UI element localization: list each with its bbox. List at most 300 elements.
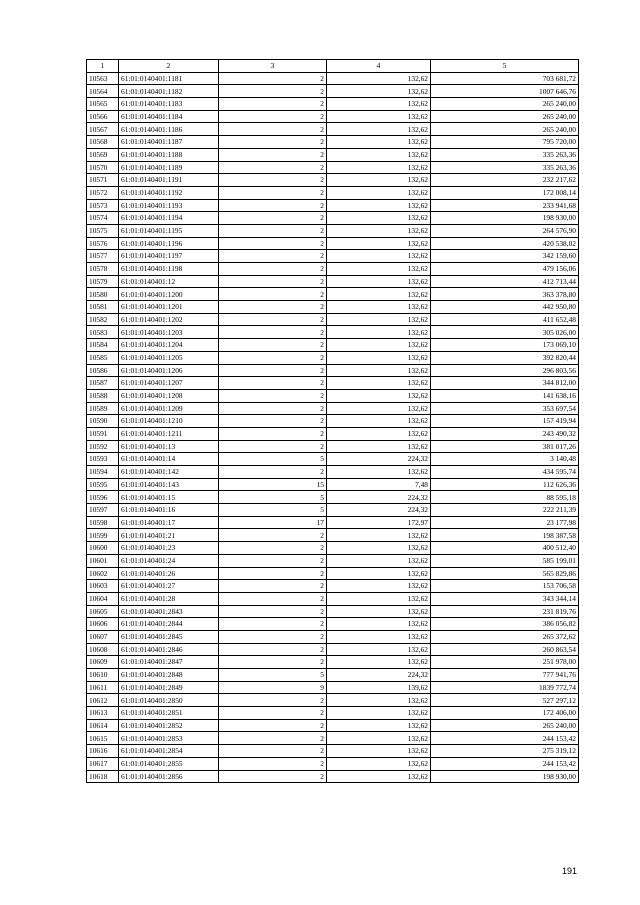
table-cell-col3: 2: [219, 288, 327, 301]
table-cell-col1: 10588: [87, 389, 119, 402]
table-cell-col1: 10613: [87, 707, 119, 720]
table-cell-col2: 61:01:0140401:1203: [119, 326, 219, 339]
table-cell-col1: 10564: [87, 85, 119, 98]
table-cell-col2: 61:01:0140401:1198: [119, 263, 219, 276]
table-cell-col5: 88 595,18: [431, 491, 579, 504]
table-row: [87, 326, 579, 339]
table-cell-col4: 132,62: [327, 770, 431, 783]
table-cell-col5: 344 812,00: [431, 377, 579, 390]
table-cell-col1: 10593: [87, 453, 119, 466]
table-cell-col5: 173 069,10: [431, 339, 579, 352]
table-cell-col4: 132,62: [327, 415, 431, 428]
column-header-1: 1: [87, 60, 119, 73]
table-row: [87, 351, 579, 364]
table-cell-col4: 132,62: [327, 224, 431, 237]
table-cell-col1: 10568: [87, 136, 119, 149]
table-cell-col1: 10611: [87, 681, 119, 694]
table-cell-col3: 2: [219, 694, 327, 707]
table-cell-col4: 132,62: [327, 186, 431, 199]
table-cell-col5: 265 240,00: [431, 123, 579, 136]
table-row: [87, 580, 579, 593]
table-cell-col3: 2: [219, 237, 327, 250]
table-cell-col3: 5: [219, 491, 327, 504]
table-cell-col4: 132,62: [327, 98, 431, 111]
table-cell-col1: 10576: [87, 237, 119, 250]
table-cell-col1: 10566: [87, 110, 119, 123]
table-cell-col5: 412 713,44: [431, 275, 579, 288]
table-cell-col5: 198 387,58: [431, 529, 579, 542]
table-cell-col2: 61:01:0140401:2843: [119, 605, 219, 618]
table-row: [87, 339, 579, 352]
table-cell-col4: 132,62: [327, 250, 431, 263]
table-cell-col5: 222 211,39: [431, 504, 579, 517]
table-cell-col2: 61:01:0140401:2847: [119, 656, 219, 669]
table-cell-col1: 10574: [87, 212, 119, 225]
table-cell-col5: 265 372,62: [431, 630, 579, 643]
table-cell-col5: 305 026,00: [431, 326, 579, 339]
table-row: [87, 199, 579, 212]
table-cell-col2: 61:01:0140401:13: [119, 440, 219, 453]
table-cell-col3: 2: [219, 351, 327, 364]
table-row: [87, 250, 579, 263]
table-row: [87, 745, 579, 758]
table-cell-col5: 172 406,00: [431, 707, 579, 720]
table-row: [87, 377, 579, 390]
table-cell-col1: 10587: [87, 377, 119, 390]
table-cell-col2: 61:01:0140401:17: [119, 516, 219, 529]
table-row: [87, 694, 579, 707]
table-cell-col2: 61:01:0140401:143: [119, 478, 219, 491]
table-row: [87, 98, 579, 111]
table-cell-col2: 61:01:0140401:2850: [119, 694, 219, 707]
table-cell-col3: 2: [219, 174, 327, 187]
table-cell-col3: 2: [219, 136, 327, 149]
table-cell-col2: 61:01:0140401:1183: [119, 98, 219, 111]
table-cell-col3: 2: [219, 275, 327, 288]
table-cell-col2: 61:01:0140401:1182: [119, 85, 219, 98]
table-cell-col2: 61:01:0140401:1196: [119, 237, 219, 250]
table-cell-col4: 132,62: [327, 123, 431, 136]
table-cell-col4: 132,62: [327, 110, 431, 123]
table-cell-col5: 3 140,48: [431, 453, 579, 466]
table-row: [87, 427, 579, 440]
table-row: [87, 301, 579, 314]
table-cell-col3: 2: [219, 427, 327, 440]
table-cell-col3: 2: [219, 224, 327, 237]
table-row: [87, 491, 579, 504]
table-cell-col2: 61:01:0140401:1193: [119, 199, 219, 212]
table-cell-col1: 10573: [87, 199, 119, 212]
table-cell-col5: 479 156,06: [431, 263, 579, 276]
table-cell-col5: 265 240,00: [431, 98, 579, 111]
table-cell-col3: 2: [219, 592, 327, 605]
table-cell-col2: 61:01:0140401:1189: [119, 161, 219, 174]
table-cell-col1: 10592: [87, 440, 119, 453]
table-cell-col2: 61:01:0140401:1192: [119, 186, 219, 199]
table-cell-col2: 61:01:0140401:2853: [119, 732, 219, 745]
table-cell-col3: 2: [219, 313, 327, 326]
table-row: [87, 732, 579, 745]
table-cell-col4: 132,62: [327, 237, 431, 250]
table-cell-col1: 10578: [87, 263, 119, 276]
table-cell-col1: 10586: [87, 364, 119, 377]
table-cell-col1: 10596: [87, 491, 119, 504]
table-cell-col3: 2: [219, 212, 327, 225]
table-row: [87, 567, 579, 580]
table-cell-col5: 795 720,00: [431, 136, 579, 149]
table-row: [87, 186, 579, 199]
table-cell-col1: 10571: [87, 174, 119, 187]
table-row: [87, 770, 579, 783]
table-cell-col5: 233 941,68: [431, 199, 579, 212]
table-cell-col4: 172,97: [327, 516, 431, 529]
table-cell-col3: 2: [219, 745, 327, 758]
table-cell-col5: 251 978,00: [431, 656, 579, 669]
table-cell-col3: 2: [219, 364, 327, 377]
table-cell-col3: 2: [219, 466, 327, 479]
page-number: 191: [562, 866, 578, 876]
table-cell-col5: 244 153,42: [431, 732, 579, 745]
table-cell-col1: 10567: [87, 123, 119, 136]
table-cell-col3: 2: [219, 757, 327, 770]
column-header-3: 3: [219, 60, 327, 73]
table-cell-col1: 10617: [87, 757, 119, 770]
table-cell-col2: 61:01:0140401:1211: [119, 427, 219, 440]
table-row: [87, 618, 579, 631]
table-cell-col5: 420 538,02: [431, 237, 579, 250]
table-cell-col5: 585 199,01: [431, 554, 579, 567]
table-cell-col1: 10607: [87, 630, 119, 643]
table-cell-col2: 61:01:0140401:26: [119, 567, 219, 580]
table-cell-col3: 5: [219, 669, 327, 682]
table-cell-col2: 61:01:0140401:2846: [119, 643, 219, 656]
table-cell-col1: 10604: [87, 592, 119, 605]
table-cell-col1: 10575: [87, 224, 119, 237]
table-cell-col5: 157 419,94: [431, 415, 579, 428]
table-cell-col5: 172 008,14: [431, 186, 579, 199]
table-cell-col4: 132,62: [327, 275, 431, 288]
table-cell-col2: 61:01:0140401:2856: [119, 770, 219, 783]
column-header-5: 5: [431, 60, 579, 73]
table-cell-col2: 61:01:0140401:24: [119, 554, 219, 567]
table-cell-col4: 132,62: [327, 339, 431, 352]
table-row: [87, 504, 579, 517]
table-row: [87, 263, 579, 276]
table-cell-col2: 61:01:0140401:27: [119, 580, 219, 593]
table-cell-col2: 61:01:0140401:2852: [119, 719, 219, 732]
table-row: [87, 516, 579, 529]
table-cell-col4: 132,62: [327, 427, 431, 440]
table-row: [87, 212, 579, 225]
table-cell-col1: 10601: [87, 554, 119, 567]
table-cell-col3: 2: [219, 719, 327, 732]
table-row: [87, 288, 579, 301]
table-cell-col2: 61:01:0140401:1207: [119, 377, 219, 390]
table-cell-col4: 132,62: [327, 288, 431, 301]
table-cell-col5: 363 378,80: [431, 288, 579, 301]
table-row: [87, 719, 579, 732]
table-cell-col1: 10595: [87, 478, 119, 491]
table-cell-col2: 61:01:0140401:2855: [119, 757, 219, 770]
table-cell-col4: 132,62: [327, 630, 431, 643]
table-cell-col4: 224,32: [327, 453, 431, 466]
table-cell-col3: 2: [219, 402, 327, 415]
table-cell-col4: 132,62: [327, 440, 431, 453]
table-cell-col3: 9: [219, 681, 327, 694]
table-row: [87, 466, 579, 479]
table-cell-col1: 10591: [87, 427, 119, 440]
table-cell-col1: 10598: [87, 516, 119, 529]
table-cell-col2: 61:01:0140401:12: [119, 275, 219, 288]
table-cell-col3: 2: [219, 250, 327, 263]
table-cell-col3: 2: [219, 110, 327, 123]
table-cell-col3: 2: [219, 123, 327, 136]
table-cell-col2: 61:01:0140401:1202: [119, 313, 219, 326]
table-cell-col1: 10585: [87, 351, 119, 364]
table-cell-col3: 15: [219, 478, 327, 491]
table-cell-col2: 61:01:0140401:23: [119, 542, 219, 555]
table-cell-col2: 61:01:0140401:1186: [119, 123, 219, 136]
table-cell-col1: 10606: [87, 618, 119, 631]
column-header-4: 4: [327, 60, 431, 73]
table-cell-col5: 381 017,26: [431, 440, 579, 453]
table-cell-col3: 2: [219, 630, 327, 643]
table-cell-col3: 2: [219, 72, 327, 85]
table-cell-col4: 132,62: [327, 757, 431, 770]
table-cell-col1: 10609: [87, 656, 119, 669]
table-row: [87, 757, 579, 770]
table-cell-col4: 132,62: [327, 618, 431, 631]
table-cell-col5: 265 240,00: [431, 110, 579, 123]
table-cell-col5: 411 652,48: [431, 313, 579, 326]
table-cell-col5: 434 595,74: [431, 466, 579, 479]
table-cell-col1: 10608: [87, 643, 119, 656]
table-row: [87, 440, 579, 453]
table-cell-col5: 342 159,60: [431, 250, 579, 263]
table-cell-col3: 5: [219, 453, 327, 466]
table-cell-col5: 243 490,32: [431, 427, 579, 440]
table-cell-col4: 132,62: [327, 199, 431, 212]
table-row: [87, 110, 579, 123]
table-cell-col1: 10577: [87, 250, 119, 263]
table-cell-col1: 10603: [87, 580, 119, 593]
table-cell-col3: 2: [219, 643, 327, 656]
table-row: [87, 554, 579, 567]
table-cell-col3: 2: [219, 98, 327, 111]
table-cell-col2: 61:01:0140401:2845: [119, 630, 219, 643]
table-cell-col4: 7,48: [327, 478, 431, 491]
table-cell-col1: 10572: [87, 186, 119, 199]
table-cell-col2: 61:01:0140401:1206: [119, 364, 219, 377]
table-row: [87, 224, 579, 237]
table-cell-col4: 132,62: [327, 377, 431, 390]
table-cell-col3: 2: [219, 580, 327, 593]
table-row: [87, 389, 579, 402]
table-cell-col4: 132,62: [327, 732, 431, 745]
table-cell-col5: 141 638,16: [431, 389, 579, 402]
table-cell-col2: 61:01:0140401:2854: [119, 745, 219, 758]
table-cell-col5: 335 263,36: [431, 148, 579, 161]
table-cell-col5: 703 681,72: [431, 72, 579, 85]
table-cell-col2: 61:01:0140401:1210: [119, 415, 219, 428]
table-cell-col3: 2: [219, 377, 327, 390]
table-cell-col3: 5: [219, 504, 327, 517]
table-cell-col5: 153 706,58: [431, 580, 579, 593]
table-row: [87, 453, 579, 466]
table-cell-col4: 132,62: [327, 529, 431, 542]
table-row: [87, 174, 579, 187]
table-row: [87, 85, 579, 98]
table-cell-col3: 2: [219, 567, 327, 580]
table-cell-col1: 10581: [87, 301, 119, 314]
table-cell-col1: 10565: [87, 98, 119, 111]
table-cell-col4: 139,62: [327, 681, 431, 694]
table-row: [87, 643, 579, 656]
table-cell-col2: 61:01:0140401:1191: [119, 174, 219, 187]
table-row: [87, 529, 579, 542]
table-cell-col5: 23 177,98: [431, 516, 579, 529]
table-cell-col5: 400 512,40: [431, 542, 579, 555]
table-cell-col4: 132,62: [327, 643, 431, 656]
table-cell-col1: 10600: [87, 542, 119, 555]
table-cell-col1: 10610: [87, 669, 119, 682]
table-cell-col3: 2: [219, 161, 327, 174]
table-cell-col5: 335 263,36: [431, 161, 579, 174]
table-row: [87, 123, 579, 136]
table-cell-col3: 2: [219, 656, 327, 669]
table-cell-col2: 61:01:0140401:2851: [119, 707, 219, 720]
table-row: [87, 707, 579, 720]
table-cell-col2: 61:01:0140401:2849: [119, 681, 219, 694]
table-cell-col4: 132,62: [327, 656, 431, 669]
table-cell-col2: 61:01:0140401:2844: [119, 618, 219, 631]
table-cell-col2: 61:01:0140401:1195: [119, 224, 219, 237]
table-cell-col1: 10569: [87, 148, 119, 161]
table-header-row: [87, 60, 579, 73]
table-cell-col2: 61:01:0140401:1208: [119, 389, 219, 402]
table-cell-col4: 132,62: [327, 466, 431, 479]
table-cell-col5: 198 930,00: [431, 212, 579, 225]
table-cell-col5: 231 819,76: [431, 605, 579, 618]
table-cell-col1: 10615: [87, 732, 119, 745]
table-row: [87, 415, 579, 428]
table-cell-col3: 2: [219, 415, 327, 428]
table-cell-col4: 132,62: [327, 136, 431, 149]
table-cell-col3: 2: [219, 618, 327, 631]
table-cell-col3: 2: [219, 542, 327, 555]
table-cell-col4: 132,62: [327, 554, 431, 567]
table-cell-col2: 61:01:0140401:15: [119, 491, 219, 504]
table-cell-col4: 132,62: [327, 389, 431, 402]
table-cell-col4: 132,62: [327, 719, 431, 732]
table-cell-col3: 2: [219, 85, 327, 98]
table-cell-col3: 2: [219, 186, 327, 199]
table-cell-col1: 10582: [87, 313, 119, 326]
table-row: [87, 72, 579, 85]
table-cell-col5: 112 626,36: [431, 478, 579, 491]
table-cell-col3: 17: [219, 516, 327, 529]
table-row: [87, 669, 579, 682]
table-cell-col2: 61:01:0140401:1181: [119, 72, 219, 85]
table-cell-col1: 10579: [87, 275, 119, 288]
table-cell-col3: 2: [219, 770, 327, 783]
table-cell-col4: 132,62: [327, 567, 431, 580]
table-cell-col2: 61:01:0140401:16: [119, 504, 219, 517]
table-cell-col1: 10563: [87, 72, 119, 85]
table-cell-col3: 2: [219, 326, 327, 339]
table-cell-col1: 10605: [87, 605, 119, 618]
table-cell-col5: 392 820,44: [431, 351, 579, 364]
table-cell-col1: 10589: [87, 402, 119, 415]
table-cell-col4: 132,62: [327, 707, 431, 720]
table-cell-col4: 132,62: [327, 85, 431, 98]
table-cell-col1: 10590: [87, 415, 119, 428]
table-cell-col4: 132,62: [327, 326, 431, 339]
table-cell-col4: 132,62: [327, 580, 431, 593]
table-cell-col5: 260 863,54: [431, 643, 579, 656]
table-row: [87, 237, 579, 250]
table-cell-col1: 10580: [87, 288, 119, 301]
table-cell-col2: 61:01:0140401:1184: [119, 110, 219, 123]
table-row: [87, 313, 579, 326]
table-cell-col1: 10618: [87, 770, 119, 783]
table-cell-col3: 2: [219, 529, 327, 542]
table-row: [87, 148, 579, 161]
table-cell-col4: 132,62: [327, 592, 431, 605]
table-cell-col5: 244 153,42: [431, 757, 579, 770]
table-cell-col5: 265 240,00: [431, 719, 579, 732]
table-cell-col4: 132,62: [327, 351, 431, 364]
table-cell-col4: 132,62: [327, 402, 431, 415]
table-cell-col1: 10583: [87, 326, 119, 339]
table-cell-col2: 61:01:0140401:1188: [119, 148, 219, 161]
table-cell-col5: 198 930,00: [431, 770, 579, 783]
table-cell-col2: 61:01:0140401:2848: [119, 669, 219, 682]
table-cell-col3: 2: [219, 301, 327, 314]
table-cell-col4: 132,62: [327, 174, 431, 187]
table-cell-col4: 224,32: [327, 491, 431, 504]
table-cell-col5: 232 217,62: [431, 174, 579, 187]
table-cell-col4: 132,62: [327, 745, 431, 758]
table-cell-col2: 61:01:0140401:28: [119, 592, 219, 605]
table-row: [87, 161, 579, 174]
table-cell-col4: 224,32: [327, 669, 431, 682]
table-cell-col1: 10602: [87, 567, 119, 580]
table-cell-col3: 2: [219, 440, 327, 453]
table-body: [87, 72, 579, 783]
cadastral-value-table: [86, 59, 579, 783]
table-cell-col5: 565 829,86: [431, 567, 579, 580]
table-row: [87, 542, 579, 555]
table-cell-col2: 61:01:0140401:1194: [119, 212, 219, 225]
table-cell-col2: 61:01:0140401:1205: [119, 351, 219, 364]
table-cell-col3: 2: [219, 339, 327, 352]
table-cell-col4: 132,62: [327, 313, 431, 326]
table-cell-col2: 61:01:0140401:1200: [119, 288, 219, 301]
table-cell-col3: 2: [219, 263, 327, 276]
table-row: [87, 478, 579, 491]
table-cell-col2: 61:01:0140401:1187: [119, 136, 219, 149]
table-cell-col4: 132,62: [327, 694, 431, 707]
table-row: [87, 605, 579, 618]
table-cell-col3: 2: [219, 732, 327, 745]
table-cell-col3: 2: [219, 605, 327, 618]
table-cell-col1: 10584: [87, 339, 119, 352]
table-cell-col4: 132,62: [327, 605, 431, 618]
table-row: [87, 402, 579, 415]
table-cell-col4: 132,62: [327, 72, 431, 85]
table-cell-col5: 1839 772,74: [431, 681, 579, 694]
